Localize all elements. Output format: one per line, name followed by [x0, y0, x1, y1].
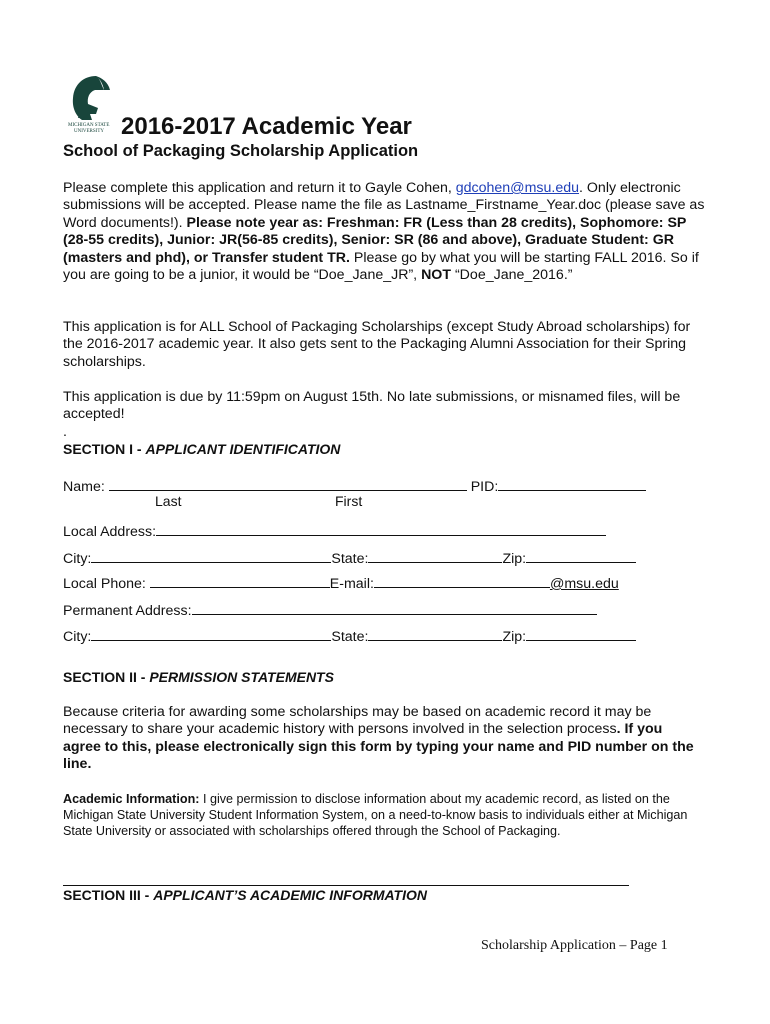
city-field[interactable] — [91, 548, 331, 563]
page-title: 2016-2017 Academic Year — [121, 113, 412, 140]
academic-information-paragraph: Academic Information: I give permission to disclose information about my academic record, as listed on the Michigan State University Student Information System, on a need-to-know basis to individuals either at Michigan State University or associated with scholarships offered through the School of Packaging. — [63, 792, 688, 838]
zip-field[interactable] — [526, 548, 636, 563]
logo-wordmark-line1: MICHIGAN STATE — [68, 123, 110, 128]
page-subtitle: School of Packaging Scholarship Application — [63, 142, 419, 160]
signature-line[interactable] — [63, 885, 629, 886]
logo-wordmark-line2: UNIVERSITY — [74, 128, 104, 134]
msu-logo — [66, 74, 118, 134]
permanent-address-field[interactable] — [192, 600, 597, 615]
intro-dot: . — [63, 424, 67, 440]
local-address-field[interactable] — [156, 521, 606, 536]
first-label: First — [335, 493, 363, 509]
zip-field-2[interactable] — [526, 626, 636, 641]
permanent-address-row: Permanent Address: — [63, 600, 597, 619]
contact-email-link[interactable]: gdcohen@msu.edu — [455, 180, 580, 196]
intro-paragraph-1: Please complete this application and return it to Gayle Cohen, gdcohen@msu.edu. Only electronic submissions will be accepted. Please name the file as Lastname_Firstname_Year.doc (please save as Word documents!). Please note year as: Freshman: FR (Less than 28 credits), Sophomore: SP (28-55 credits), Junior: JR(56-85 credits), Senior: SR (86 and above), Graduate Student: GR (masters and phd), or Transfer student TR. Please go by what you will be starting FALL 2016. So if you are going to be a junior, it would be “Doe_Jane_JR”, NOT “Doe_Jane_2016.” — [63, 180, 705, 284]
state-field[interactable] — [368, 548, 502, 563]
intro-paragraph-2: This application is for ALL School of Packaging Scholarships (except Study Abroad scholarships) for the 2016-2017 academic year. It also gets sent to the Packaging Alumni Association for their Spring scholarships. — [63, 319, 691, 370]
permission-paragraph: Because criteria for awarding some scholarships may be based on academic record it may be necessary to share your academic history with persons involved in the selection process. If you agree to this, please electronically sign this form by typing your name and PID number on the line. — [63, 704, 694, 773]
phone-email-row: Local Phone: E-mail: @msu.edu — [63, 573, 619, 592]
city-field-2[interactable] — [91, 626, 331, 641]
city-row: City: State: Zip: — [63, 548, 636, 567]
section-2-heading: SECTION II - PERMISSION STATEMENTS — [63, 669, 334, 685]
email-field[interactable] — [374, 573, 550, 588]
name-field[interactable] — [109, 476, 467, 491]
local-address-row: Local Address: — [63, 521, 606, 540]
section-1-heading: SECTION I - APPLICANT IDENTIFICATION — [63, 441, 341, 457]
local-phone-field[interactable] — [150, 573, 330, 588]
last-label: Last — [155, 493, 182, 509]
section-3-heading: SECTION III - APPLICANT’S ACADEMIC INFORMATION — [63, 887, 427, 903]
name-row: Name: PID: — [63, 476, 646, 495]
state-field-2[interactable] — [368, 626, 502, 641]
page-footer: Scholarship Application – Page 1 — [481, 938, 668, 953]
pid-field[interactable] — [498, 476, 646, 491]
city-row-2: City: State: Zip: — [63, 626, 636, 645]
intro-paragraph-3: This application is due by 11:59pm on August 15th. No late submissions, or misnamed files, will be accepted! — [63, 389, 681, 423]
